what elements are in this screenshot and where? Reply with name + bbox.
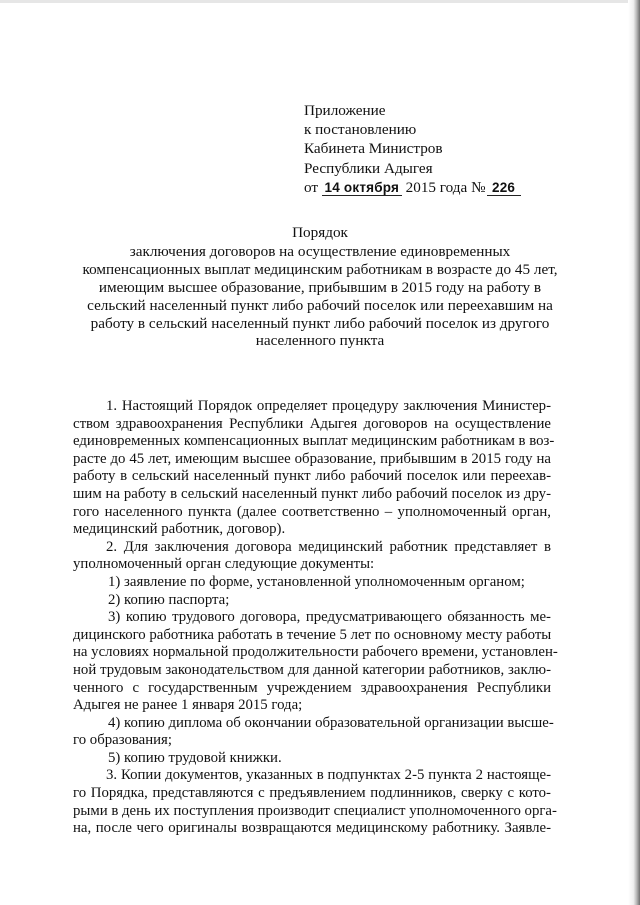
title-heading: Порядок xyxy=(292,224,348,241)
paragraph-3-line: 3. Копии документов, указанных в подпунктах 2-5 пункта 2 настояще- xyxy=(106,767,551,784)
paragraph-2-line: уполномоченный орган следующие документы: xyxy=(73,556,375,573)
decree-number: 226 xyxy=(487,180,521,196)
appendix-block xyxy=(304,101,521,197)
date-year: 2015 года № xyxy=(405,178,486,196)
document-body xyxy=(73,398,558,838)
paragraph-1-line: единовременных компенсационных выплат медицинским работникам в воз- xyxy=(73,433,555,450)
title-line: компенсационных выплат медицинским работникам в возрасте до 45 лет, xyxy=(82,260,558,278)
date-day-month: 14 октября xyxy=(322,180,402,196)
title-line: сельский населенный пункт либо рабочий поселок или переехавшим на xyxy=(87,296,553,314)
paragraph-3-line: го Порядка, представляются с предъявлением подлинников, сверку с кото- xyxy=(73,785,551,802)
paragraph-1-line: работу в сельский населенный пункт либо рабочий поселок или переехав- xyxy=(73,468,551,485)
list-item-3-line: ной трудовым законодательством для данной категории работников, заклю- xyxy=(73,661,551,678)
list-item-3-line: 3) копию трудового договора, предусматривающего обязанность ме- xyxy=(108,609,551,626)
list-item-2: 2) копию паспорта; xyxy=(108,591,230,608)
list-item-3-line: Адыгея не ранее 1 января 2015 года; xyxy=(73,697,303,714)
document-title xyxy=(40,224,600,350)
paragraph-1-line: шим на работу в сельский населенный пункт либо рабочий поселок из дру- xyxy=(73,485,551,502)
paragraph-2-line: 2. Для заключения договора медицинский работник представляет в xyxy=(106,538,551,555)
list-item-3-line: на условиях нормальной продолжительности рабочего времени, установлен- xyxy=(73,644,558,661)
list-item-5: 5) копию трудовой книжки. xyxy=(108,749,282,766)
paragraph-1-line: ством здравоохранения Республики Адыгея договоров на осуществление xyxy=(73,415,551,432)
appendix-line-1: Приложение xyxy=(304,102,386,119)
paragraph-3-line: на, после чего оригиналы возвращаются медицинскому работнику. Заявле- xyxy=(73,820,551,837)
appendix-line-2: к постановлению xyxy=(304,121,417,139)
title-line: населенного пункта xyxy=(255,332,385,350)
appendix-line-4: Республики Адыгея xyxy=(304,159,433,177)
title-line: имеющим высшее образование, прибывшим в 2015 году на работу в xyxy=(98,278,542,296)
paragraph-1-line: 1. Настоящий Порядок определяет процедуру заключения Министер- xyxy=(106,398,551,414)
list-item-4-line: го образования; xyxy=(73,732,172,749)
paragraph-3-line: рыми в день их поступления производит специалист уполномоченного орга- xyxy=(73,802,557,819)
list-item-4-line: 4) копию диплома об окончании образовательной организации высше- xyxy=(108,714,554,731)
paragraph-1-line: медицинский работник, договор). xyxy=(73,521,286,538)
date-prefix: от xyxy=(304,178,319,196)
page-right-edge-shadow xyxy=(628,0,640,905)
list-item-3-line: ченного с государственным учреждением здравоохранения Республики xyxy=(73,679,551,696)
paragraph-1-line: гого населенного пункта (далее соответственно – уполномоченный орган, xyxy=(73,503,551,520)
appendix-date-line xyxy=(304,178,521,197)
title-line: заключения договоров на осуществление единовременных xyxy=(129,242,511,260)
page-top-edge xyxy=(0,0,640,3)
list-item-1: 1) заявление по форме, установленной уполномоченным органом; xyxy=(108,573,525,590)
title-line: работу в сельский населенный пункт либо рабочий поселок из другого xyxy=(90,314,550,332)
paragraph-1-line: расте до 45 лет, имеющим высшее образование, прибывшим в 2015 году на xyxy=(73,450,551,467)
list-item-3-line: дицинского работника работать в течение 5 лет по основному месту работы xyxy=(73,626,552,643)
appendix-line-3: Кабинета Министров xyxy=(304,140,443,158)
